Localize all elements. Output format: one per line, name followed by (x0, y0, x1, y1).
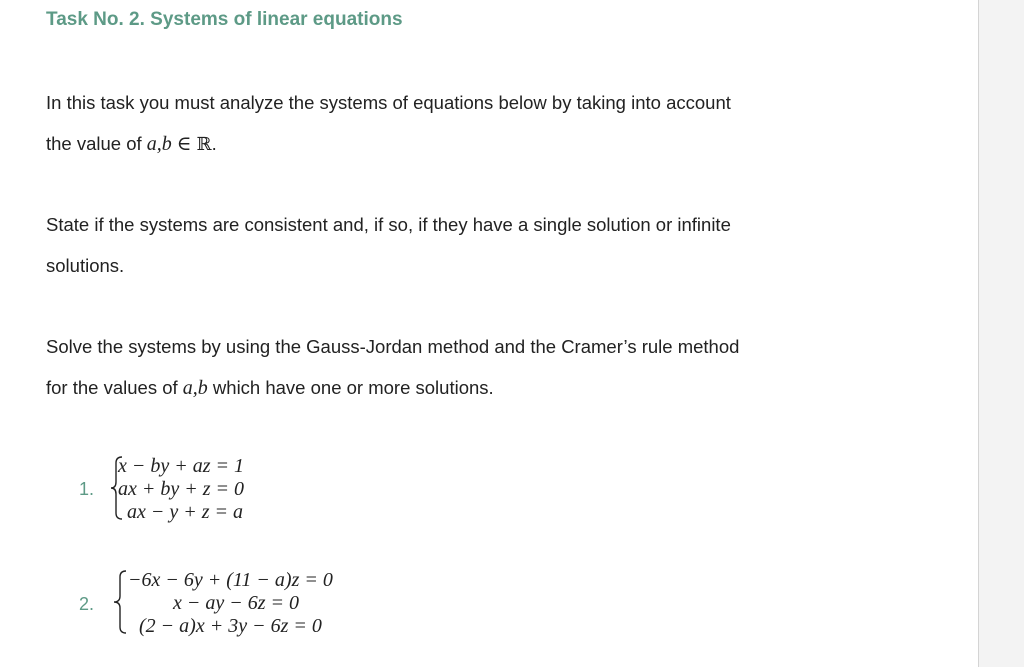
intro-line-2-end: . (211, 133, 217, 154)
intro-line-2 (46, 123, 217, 165)
system-equation: −6x − 6y + (11 − a)z = 0 (128, 569, 333, 591)
system-equation: x − ay − 6z = 0 (173, 592, 300, 614)
task-title: Task No. 2. Systems of linear equations (46, 9, 403, 30)
solve-line-2 (46, 367, 494, 409)
solve-line-2-end: which have one or more solutions. (207, 377, 494, 398)
system-equation: ax + by + z = 0 (118, 478, 245, 500)
system-number: 1. (79, 479, 95, 499)
system-equation: x − by + az = 1 (118, 455, 245, 477)
intro-line-1: In this task you must analyze the systems of equations below by taking into account (46, 92, 731, 113)
left-brace (112, 569, 128, 635)
solve-line-2-text: for the values of (46, 377, 183, 398)
intro-math-ab: a,b ∈ (146, 133, 197, 155)
real-numbers-symbol: ℝ (196, 134, 212, 155)
intro-line-2-text: the value of (46, 133, 147, 154)
system-equation: (2 − a)x + 3y − 6z = 0 (139, 615, 322, 637)
solve-math-ab: a,b (182, 377, 208, 399)
consistency-line-2: solutions. (46, 255, 125, 276)
page-side-margin (978, 0, 1024, 667)
consistency-line-1: State if the systems are consistent and, if so, if they have a single solution or infinite (46, 214, 731, 235)
system-number: 2. (79, 594, 95, 614)
solve-line-1: Solve the systems by using the Gauss-Jordan method and the Cramer’s rule method (46, 336, 740, 357)
system-equation: ax − y + z = a (127, 501, 244, 523)
